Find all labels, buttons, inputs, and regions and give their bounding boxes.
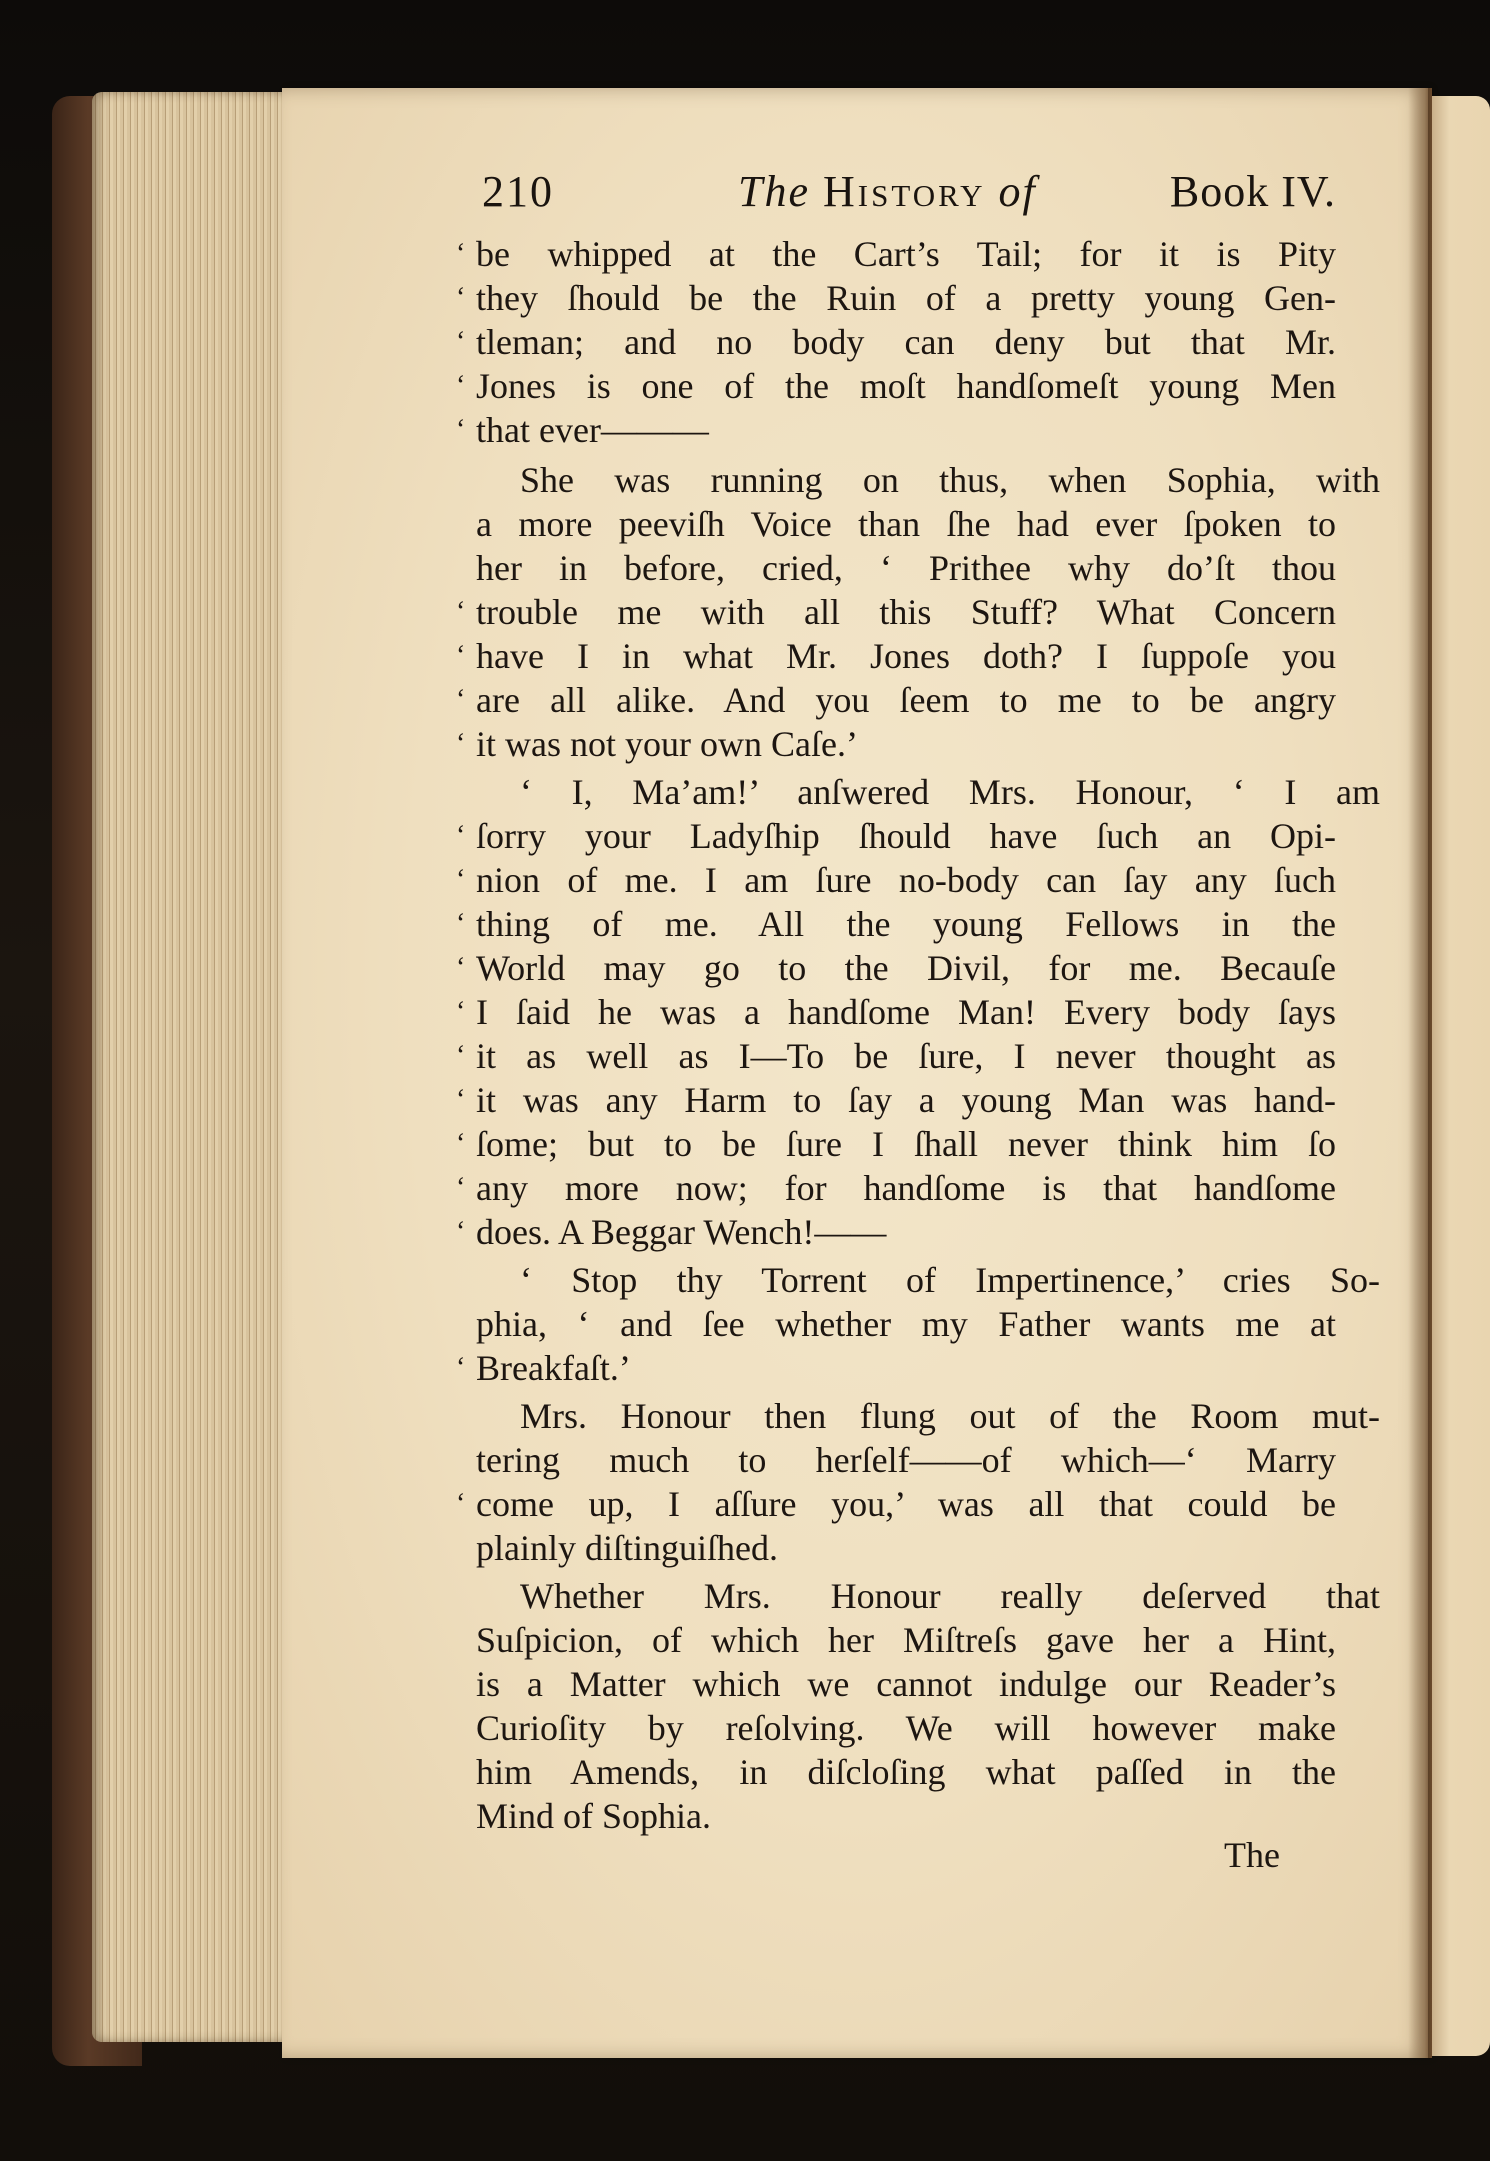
line-text: him Amends, in diſcloſing what paſſed in the — [476, 1752, 1336, 1792]
text-line — [476, 1618, 1336, 1662]
text-line — [456, 678, 1336, 722]
quote-mark: ‘ — [456, 596, 466, 627]
quote-mark: ‘ — [456, 908, 466, 939]
quote-mark: ‘ — [456, 1172, 466, 1203]
text-line — [476, 770, 1380, 814]
line-text: a more peeviſh Voice than ſhe had ever ſpoken to — [476, 504, 1336, 544]
text-line — [456, 858, 1336, 902]
text-line — [456, 1210, 1336, 1254]
text-line — [456, 364, 1336, 408]
line-text: I ſaid he was a handſome Man! Every body ſays — [476, 992, 1336, 1032]
line-text: her in before, cried, ‘ Prithee why do’ſt thou — [476, 548, 1336, 588]
text-line — [456, 1346, 1336, 1390]
line-text: She was running on thus, when Sophia, with — [520, 460, 1380, 500]
book-label: Book IV. — [1169, 167, 1336, 216]
text-line — [476, 1750, 1336, 1794]
line-text: it as well as I—To be ſure, I never thought as — [476, 1036, 1336, 1076]
quote-mark: ‘ — [456, 640, 466, 671]
text-line — [456, 320, 1336, 364]
text-line — [456, 634, 1336, 678]
page-number: 210 — [482, 167, 554, 216]
line-text: thing of me. All the young Fellows in the — [476, 904, 1336, 944]
line-text: ſome; but to be ſure I ſhall never think him ſo — [476, 1124, 1336, 1164]
running-title-the: The — [738, 167, 810, 216]
line-text: does. A Beggar Wench!—— — [476, 1212, 887, 1252]
text-line — [456, 232, 1336, 276]
quote-mark: ‘ — [456, 1488, 466, 1519]
quote-mark: ‘ — [456, 238, 466, 269]
text-line — [456, 1034, 1336, 1078]
text-line — [476, 546, 1336, 590]
line-text: ‘ I, Ma’am!’ anſwered Mrs. Honour, ‘ I am — [520, 772, 1380, 812]
text-line — [456, 902, 1336, 946]
line-text: they ſhould be the Ruin of a pretty young Gen- — [476, 278, 1336, 318]
line-text: ſorry your Ladyſhip ſhould have ſuch an Opi- — [476, 816, 1336, 856]
text-line — [456, 814, 1336, 858]
quote-mark: ‘ — [456, 864, 466, 895]
text-line — [476, 1574, 1380, 1618]
line-text: Jones is one of the moſt handſomeſt young Men — [476, 366, 1336, 406]
line-text: Suſpicion, of which her Miſtreſs gave her a Hint, — [476, 1620, 1336, 1660]
quote-mark: ‘ — [456, 996, 466, 1027]
quote-mark: ‘ — [456, 1352, 466, 1383]
line-text: is a Matter which we cannot indulge our Reader’s — [476, 1664, 1336, 1704]
line-text: any more now; for handſome is that handſome — [476, 1168, 1336, 1208]
text-line — [456, 1482, 1336, 1526]
text-line — [456, 946, 1336, 990]
quote-mark: ‘ — [456, 728, 466, 759]
text-line — [476, 1438, 1336, 1482]
line-text: it was not your own Caſe.’ — [476, 724, 858, 764]
line-text: trouble me with all this Stuff? What Concern — [476, 592, 1336, 632]
line-text: World may go to the Divil, for me. Becauſe — [476, 948, 1336, 988]
catchword: The — [1224, 1835, 1280, 1875]
line-text: Curioſity by reſolving. We will however make — [476, 1708, 1336, 1748]
text-line — [456, 1078, 1336, 1122]
quote-mark: ‘ — [456, 952, 466, 983]
text-line — [476, 1662, 1336, 1706]
line-text: Breakfaſt.’ — [476, 1348, 631, 1388]
line-text: come up, I aſſure you,’ was all that could be — [476, 1484, 1336, 1524]
line-text: be whipped at the Cart’s Tail; for it is Pity — [476, 234, 1336, 274]
running-head — [476, 166, 1336, 226]
text-line — [456, 990, 1336, 1034]
line-text: it was any Harm to ſay a young Man was hand- — [476, 1080, 1336, 1120]
text-line — [476, 1706, 1336, 1750]
text-line — [456, 408, 1336, 452]
quote-mark: ‘ — [456, 684, 466, 715]
text-line — [476, 1302, 1336, 1346]
line-text: phia, ‘ and ſee whether my Father wants me at — [476, 1304, 1336, 1344]
quote-mark: ‘ — [456, 1084, 466, 1115]
quote-mark: ‘ — [456, 414, 466, 445]
text-line — [476, 1794, 1336, 1838]
quote-mark: ‘ — [456, 1216, 466, 1247]
text-line — [456, 590, 1336, 634]
text-line — [476, 502, 1336, 546]
quote-mark: ‘ — [456, 1040, 466, 1071]
quote-mark: ‘ — [456, 282, 466, 313]
line-text: have I in what Mr. Jones doth? I ſuppoſe you — [476, 636, 1336, 676]
line-text: are all alike. And you ſeem to me to be angry — [476, 680, 1336, 720]
line-text: nion of me. I am ſure no-body can ſay any ſuch — [476, 860, 1336, 900]
text-line — [456, 1122, 1336, 1166]
page-block-edges — [92, 92, 302, 2042]
facing-page-edge — [1432, 96, 1490, 2056]
line-text: Whether Mrs. Honour really deſerved that — [520, 1576, 1380, 1616]
text-line — [456, 1166, 1336, 1210]
quote-mark: ‘ — [456, 326, 466, 357]
text-line — [456, 276, 1336, 320]
running-title-of: of — [998, 167, 1037, 216]
text-line — [476, 1526, 1336, 1570]
line-text: Mrs. Honour then flung out of the Room mut- — [520, 1396, 1380, 1436]
text-line — [456, 722, 1336, 766]
quote-mark: ‘ — [456, 820, 466, 851]
quote-mark: ‘ — [456, 370, 466, 401]
page-gutter — [1408, 88, 1432, 2058]
line-text: tleman; and no body can deny but that Mr. — [476, 322, 1336, 362]
line-text: ‘ Stop thy Torrent of Impertinence,’ cries So- — [520, 1260, 1380, 1300]
text-line — [476, 458, 1380, 502]
running-title-history: History — [823, 167, 986, 216]
line-text: Mind of Sophia. — [476, 1796, 712, 1836]
line-text: tering much to herſelf——of which—‘ Marry — [476, 1440, 1336, 1480]
line-text: that ever——— — [476, 410, 709, 450]
line-text: plainly diſtinguiſhed. — [476, 1528, 778, 1568]
running-title — [738, 166, 1037, 217]
text-line — [476, 1258, 1380, 1302]
text-line — [476, 1394, 1380, 1438]
quote-mark: ‘ — [456, 1128, 466, 1159]
